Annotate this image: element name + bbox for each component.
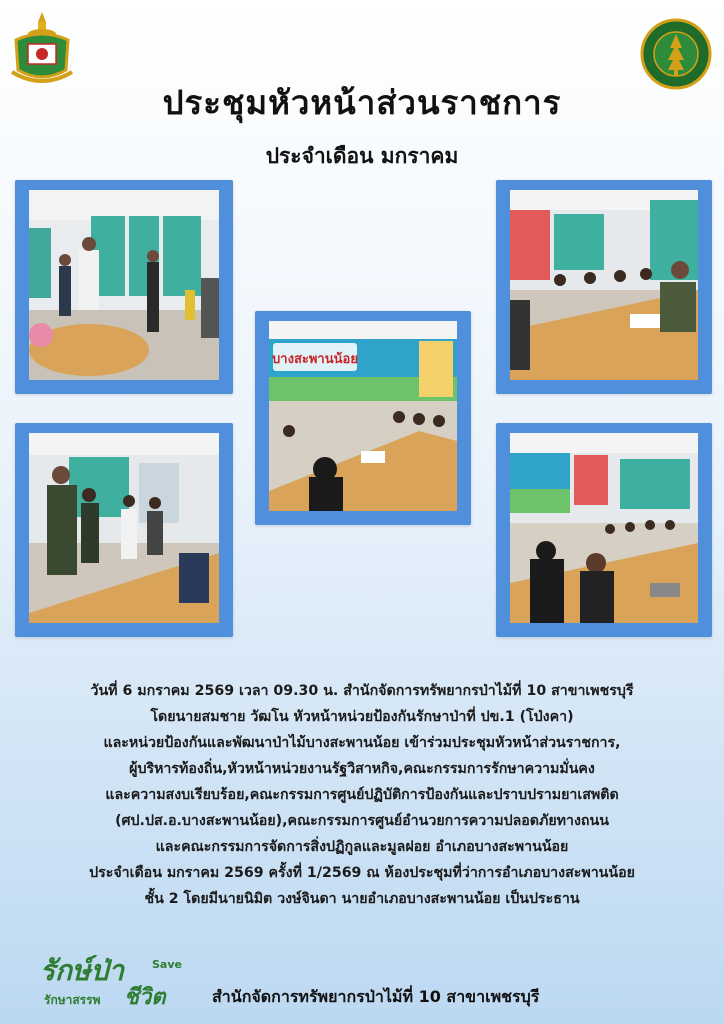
photo-frame-2 xyxy=(496,180,712,394)
page-subtitle: ประจำเดือน มกราคม xyxy=(265,144,459,168)
page-title: ประชุมหัวหน้าส่วนราชการ xyxy=(162,83,562,122)
description-line: และความสงบเรียบร้อย,คณะกรรมการศูนย์ปฏิบัติการป้องกันและปราบปรามยาเสพติด xyxy=(105,787,619,803)
brand-save-text: Save xyxy=(152,958,182,971)
meeting-photo xyxy=(29,190,219,380)
meeting-photo xyxy=(269,321,457,511)
brand-life-text: ชีวิต xyxy=(124,985,166,1010)
description-line: ผู้บริหารท้องถิ่น,หัวหน้าหน่วยงานรัฐวิสาหกิจ,คณะกรรมการรักษาความมั่นคง xyxy=(129,761,595,777)
meeting-photo xyxy=(510,190,698,380)
save-forest-brand-logo xyxy=(40,946,200,1010)
meeting-description xyxy=(16,678,708,912)
meeting-photo xyxy=(29,433,219,623)
photo-frame-3 xyxy=(255,311,471,525)
meeting-photo xyxy=(510,433,698,623)
description-line: ประจำเดือน มกราคม 2569 ครั้งที่ 1/2569 ณ ห้องประชุมที่ว่าการอำเภอบางสะพานน้อย xyxy=(89,865,635,881)
photo-frame-1 xyxy=(15,180,233,394)
photo-frame-5 xyxy=(496,423,712,637)
royal-emblem-logo xyxy=(8,10,76,86)
description-line: ชั้น 2 โดยมีนายนิมิต วงษ์จินดา นายอำเภอบางสะพานน้อย เป็นประธาน xyxy=(144,891,580,907)
brand-main-text: รักษ์ป่า xyxy=(40,954,124,987)
footer-organization: สำนักจัดการทรัพยากรป่าไม้ที่ 10 สาขาเพชรบุรี xyxy=(212,987,540,1006)
royal-emblem-icon xyxy=(8,10,76,86)
description-line: (ศป.ปส.อ.บางสะพานน้อย),คณะกรรมการศูนย์อำนวยการความปลอดภัยทางถนน xyxy=(115,813,609,829)
description-line: วันที่ 6 มกราคม 2569 เวลา 09.30 น. สำนักจัดการทรัพยากรป่าไม้ที่ 10 สาขาเพชรบุรี xyxy=(90,683,634,699)
banner-text: บางสะพานน้อย xyxy=(272,352,358,367)
description-line: และคณะกรรมการจัดการสิ่งปฏิกูลและมูลฝอย อำเภอบางสะพานน้อย xyxy=(155,839,569,855)
description-line: และหน่วยป้องกันและพัฒนาป่าไม้บางสะพานน้อย เข้าร่วมประชุมหัวหน้าส่วนราชการ, xyxy=(103,735,621,751)
description-line: โดยนายสมชาย วัฒโน หัวหน้าหน่วยป้องกันรักษาป่าที่ ปข.1 (โป่งคา) xyxy=(150,709,574,725)
photo-frame-4 xyxy=(15,423,233,637)
brand-sub-text: รักษาสรรพ xyxy=(44,993,101,1007)
